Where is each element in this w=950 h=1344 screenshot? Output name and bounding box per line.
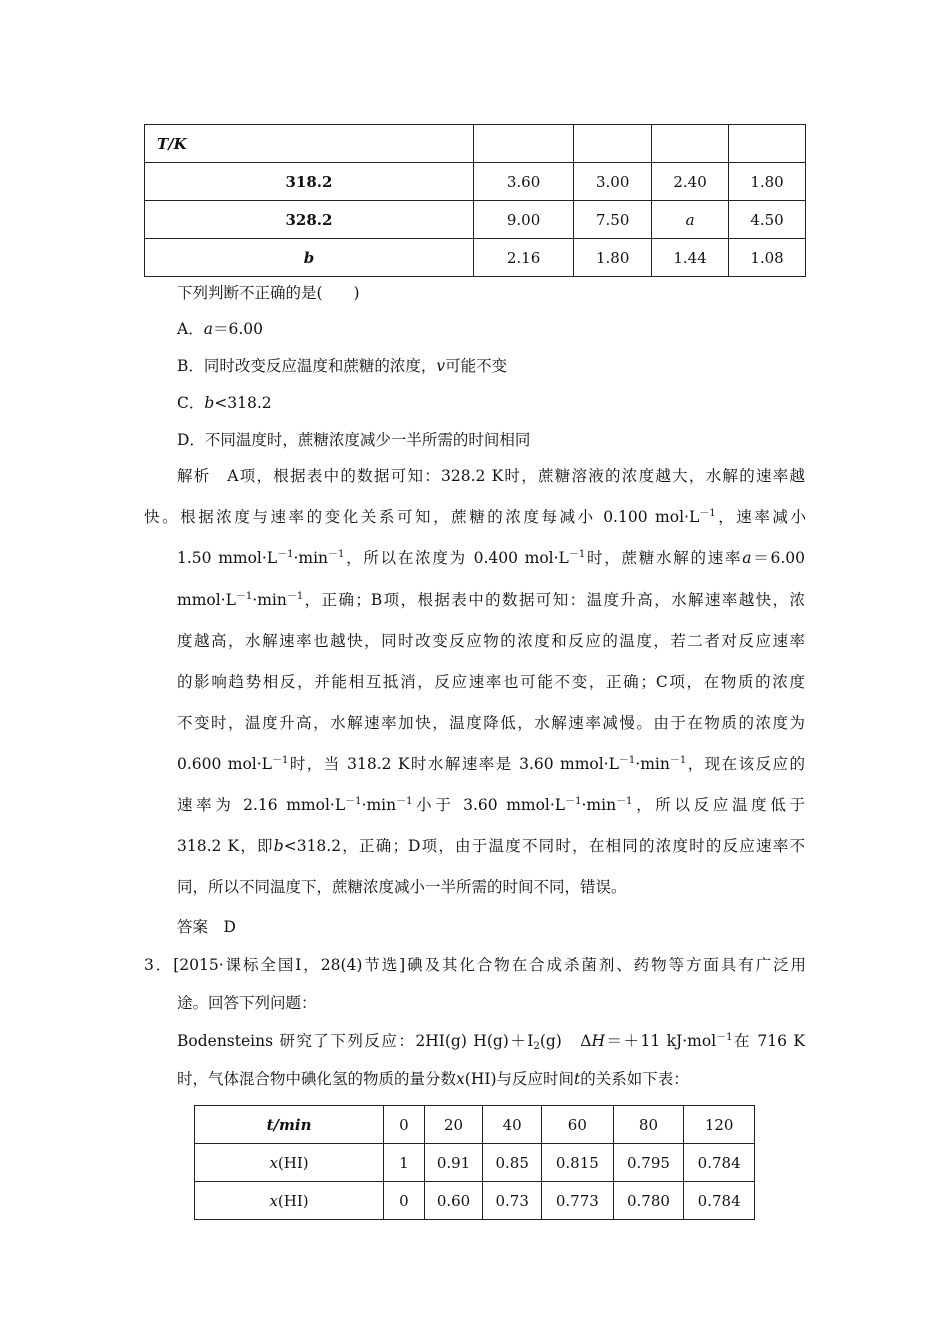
text: ，所以在浓度为 0.400 mol·L: [344, 549, 569, 567]
text: ·min: [581, 796, 617, 814]
superscript: －1: [716, 1032, 733, 1043]
analysis-line: 的影响趋势相反，并能相互抵消，反应速率也可能不变，正确；C项，在物质的浓度: [177, 673, 805, 691]
table-cell: 0.85: [483, 1144, 542, 1182]
table-cell: [729, 125, 806, 163]
text: (g) Δ: [539, 1032, 592, 1050]
header-text: t/min: [266, 1115, 312, 1134]
text: ，现在该反应的: [686, 755, 806, 773]
table-cell: 0.784: [684, 1144, 755, 1182]
table-cell: 3.00: [574, 163, 652, 201]
analysis-line: [177, 547, 805, 569]
superscript: －1: [271, 755, 289, 766]
superscript: －1: [699, 508, 716, 519]
table-row: [145, 163, 806, 201]
table-row: [195, 1182, 755, 1220]
table-cell: 0.773: [542, 1182, 614, 1220]
option-a: [177, 318, 263, 340]
table-row-label: [195, 1182, 384, 1220]
subscript: 2: [533, 1041, 540, 1052]
superscript: －1: [328, 549, 345, 560]
text: ＝＋11 kJ·mol: [605, 1032, 717, 1050]
option-b: [177, 355, 507, 377]
table-cell: 40: [483, 1106, 542, 1144]
text: 1.50 mmol·L: [177, 549, 278, 567]
analysis-line: [177, 794, 805, 816]
variable: v: [436, 357, 446, 375]
analysis-line: [177, 835, 805, 857]
text: ，速率减小: [715, 508, 806, 526]
text: ，正确；B项，根据表中的数据可知：温度升高，水解速率越快，浓: [303, 591, 805, 609]
table-header-temperature: [145, 125, 474, 163]
table-cell-temp: b: [145, 239, 474, 277]
table-cell: 80: [613, 1106, 684, 1144]
variable: x: [456, 1070, 465, 1088]
table-cell: 0: [384, 1106, 425, 1144]
analysis-line: 度越高，水解速率也越快，同时改变反应物的浓度和反应的温度，若二者对反应速率: [177, 632, 805, 650]
text: ·min: [252, 591, 287, 609]
table-cell: 0: [384, 1182, 425, 1220]
text: ，所以反应温度低于: [632, 796, 805, 814]
question-3-line: [177, 1030, 805, 1052]
table-cell: 1.80: [729, 163, 806, 201]
table-cell-temp: 318.2: [145, 163, 474, 201]
text: 小于 3.60 mmol·L: [412, 796, 566, 814]
table-row-label: [195, 1144, 384, 1182]
table-cell: 1.08: [729, 239, 806, 277]
text: ·min: [361, 796, 397, 814]
option-text: <318.2: [214, 394, 272, 412]
table-cell: 0.815: [542, 1144, 614, 1182]
superscript: －1: [618, 755, 636, 766]
table-cell: 4.50: [729, 201, 806, 239]
question-3-line: 途。回答下列问题：: [177, 994, 317, 1012]
table-cell: [473, 125, 573, 163]
table-cell: 60: [542, 1106, 614, 1144]
text: 时，当 318.2 K时水解速率是 3.60 mmol·L: [288, 755, 619, 773]
text: ·min: [635, 755, 670, 773]
table-cell: 9.00: [473, 201, 573, 239]
table-cell: a: [652, 201, 729, 239]
table-cell: [652, 125, 729, 163]
table-row: [145, 125, 806, 163]
option-label: A．: [177, 320, 204, 338]
option-label: C．: [177, 394, 205, 412]
superscript: －1: [669, 755, 687, 766]
variable: a: [203, 320, 213, 338]
table-cell: 0.91: [424, 1144, 483, 1182]
option-c: [177, 392, 272, 414]
table-row: [145, 201, 806, 239]
text: 时，蔗糖水解的速率: [585, 549, 743, 567]
table-cell: 0.60: [424, 1182, 483, 1220]
table-cell: 0.784: [684, 1182, 755, 1220]
text: (HI)与反应时间: [464, 1070, 575, 1088]
text: <318.2，正确；D项，由于温度不同时，在相同的浓度时的反应速率不: [283, 837, 805, 855]
table-cell: [574, 125, 652, 163]
text: (g)＋I: [486, 1032, 534, 1050]
analysis-line: [177, 753, 805, 775]
table-cell: 7.50: [574, 201, 652, 239]
variable: t: [574, 1070, 581, 1088]
text: 在 716 K: [732, 1032, 805, 1050]
superscript: －1: [345, 796, 362, 807]
superscript: －1: [286, 591, 304, 602]
variable: a: [742, 549, 752, 567]
table-row: [195, 1144, 755, 1182]
text: Bodensteins 研究了下列反应：2HI(g) H: [177, 1032, 487, 1050]
text: (HI): [277, 1191, 309, 1210]
rate-table: [144, 124, 806, 277]
superscript: －1: [568, 549, 586, 560]
hi-fraction-table: [194, 1105, 755, 1220]
option-d: D．不同温度时，蔗糖浓度减少一半所需的时间相同: [177, 431, 531, 449]
analysis-line: 同，所以不同温度下，蔗糖浓度减小一半所需的时间不同，错误。: [177, 878, 627, 896]
text: ＝6.00: [751, 549, 805, 567]
variable: H: [591, 1032, 606, 1050]
superscript: －1: [565, 796, 582, 807]
superscript: －1: [616, 796, 633, 807]
superscript: －1: [277, 549, 294, 560]
text: (HI): [277, 1153, 309, 1172]
table-row: [145, 239, 806, 277]
table-cell: 2.16: [473, 239, 573, 277]
answer: 答案 D: [177, 918, 236, 936]
variable: x: [269, 1191, 278, 1210]
text: 快。根据浓度与速率的变化关系可知，蔗糖的浓度每减小 0.100 mol·L: [144, 508, 700, 526]
table-cell: 120: [684, 1106, 755, 1144]
table-header-time: [195, 1106, 384, 1144]
text: 0.600 mol·L: [177, 755, 272, 773]
analysis-line: [144, 506, 806, 528]
analysis-line: 解析 A项，根据表中的数据可知：328.2 K时，蔗糖溶液的浓度越大，水解的速率越: [177, 467, 805, 485]
variable: b: [204, 394, 215, 412]
table-cell: 1.80: [574, 239, 652, 277]
table-row: [195, 1106, 755, 1144]
option-text: B．同时改变反应温度和蔗糖的浓度，: [177, 357, 437, 375]
analysis-line: 不变时，温度升高，水解速率加快，温度降低，水解速率减慢。由于在物质的浓度为: [177, 714, 805, 732]
text: 318.2 K，即: [177, 837, 274, 855]
table-cell: 20: [424, 1106, 483, 1144]
text: 速率为 2.16 mmol·L: [177, 796, 346, 814]
table-cell: 1: [384, 1144, 425, 1182]
text: mmol·L: [177, 591, 236, 609]
question-3-line: 3．[2015·课标全国Ⅰ，28(4)节选]碘及其化合物在合成杀菌剂、药物等方面具有广泛用: [144, 956, 806, 974]
superscript: －1: [396, 796, 413, 807]
table-cell: 3.60: [473, 163, 573, 201]
option-text: 可能不变: [445, 357, 508, 375]
text: 的关系如下表：: [580, 1070, 689, 1088]
superscript: －1: [235, 591, 253, 602]
table-cell-temp: 328.2: [145, 201, 474, 239]
table-cell: 0.795: [613, 1144, 684, 1182]
question-stem: 下列判断不正确的是( ): [177, 284, 360, 302]
header-text: T/K: [157, 134, 187, 153]
table-cell: 0.73: [483, 1182, 542, 1220]
analysis-line: [177, 589, 805, 611]
table-cell: 2.40: [652, 163, 729, 201]
variable: b: [273, 837, 284, 855]
text: ·min: [293, 549, 329, 567]
option-text: ＝6.00: [212, 320, 263, 338]
question-3-line: [177, 1068, 689, 1090]
variable: x: [269, 1153, 278, 1172]
table-cell: 1.44: [652, 239, 729, 277]
text: 时，气体混合物中碘化氢的物质的量分数: [177, 1070, 457, 1088]
table-cell: 0.780: [613, 1182, 684, 1220]
